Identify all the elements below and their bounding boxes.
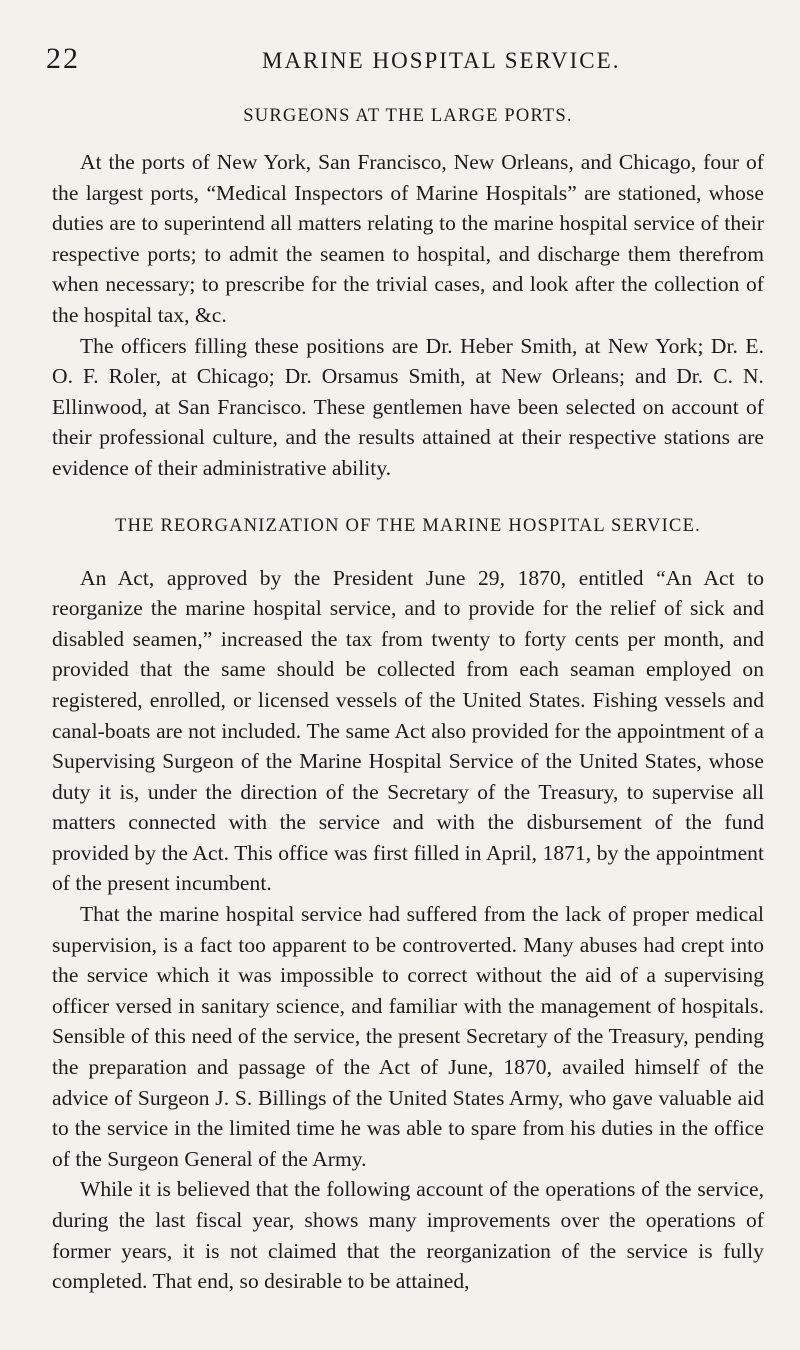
section-heading: THE REORGANIZATION OF THE MARINE HOSPITAL SERVICE. [115, 515, 701, 536]
paragraph: While it is believed that the following account of the operations of the service, during the last fiscal year, shows many improvements over the operations of former years, it is not claimed that the reorganization of the service is fully completed. That end, so desirable to be attained, [52, 1177, 764, 1294]
running-title: MARINE HOSPITAL SERVICE. [262, 48, 621, 73]
paragraph: That the marine hospital service had suffered from the lack of proper medical supervision, is a fact too apparent to be controverted. Many abuses had crept into the service which it was impossible to correct without the aid of a supervising officer versed in sanitary science, and familiar with the management of hospitals. Sensible of this need of the service, the present Secretary of the Treasury, pending the preparation and passage of the Act of June, 1870, availed himself of the advice of Surgeon J. S. Billings of the United States Army, who gave valuable aid to the service in the limited time he was able to spare from his duties in the office of the Surgeon General of the Army. [52, 902, 764, 1171]
section-reorganization [52, 516, 764, 1297]
section-heading: SURGEONS AT THE LARGE PORTS. [243, 106, 573, 126]
paragraph: At the ports of New York, San Francisco, New Orleans, and Chicago, four of the largest ports, “Medical Inspectors of Marine Hospitals” are stationed, whose duties are to superintend all matters relating to the marine hospital service of their respective ports; to admit the seamen to hospital, and discharge them therefrom when necessary; to prescribe for the trivial cases, and look after the collection of the hospital tax, &c. [52, 150, 764, 327]
section-surgeons [52, 106, 764, 484]
running-header [46, 40, 764, 80]
page-number: 22 [46, 42, 80, 75]
paragraph: The officers filling these positions are Dr. Heber Smith, at New York; Dr. E. O. F. Roler, at Chicago; Dr. Orsamus Smith, at New Orleans; and Dr. C. N. Ellinwood, at San Francisco. These gentlemen have been selected on account of their professional culture, and the results attained at their respective stations are evidence of their administrative ability. [52, 333, 764, 480]
paragraph: An Act, approved by the President June 29, 1870, entitled “An Act to reorganize the marine hospital service, and to provide for the relief of sick and disabled seamen,” increased the tax from twenty to forty cents per month, and provided that the same should be collected from each seaman employed on registered, enrolled, or licensed vessels of the United States. Fishing vessels and canal-boats are not included. The same Act also provided for the appointment of a Supervising Surgeon of the Marine Hospital Service of the United States, whose duty it is, under the direction of the Secretary of the Treasury, to supervise all matters connected with the service and with the disbursement of the fund provided by the Act. This office was first filled in April, 1871, by the appointment of the present incumbent. [52, 565, 764, 896]
